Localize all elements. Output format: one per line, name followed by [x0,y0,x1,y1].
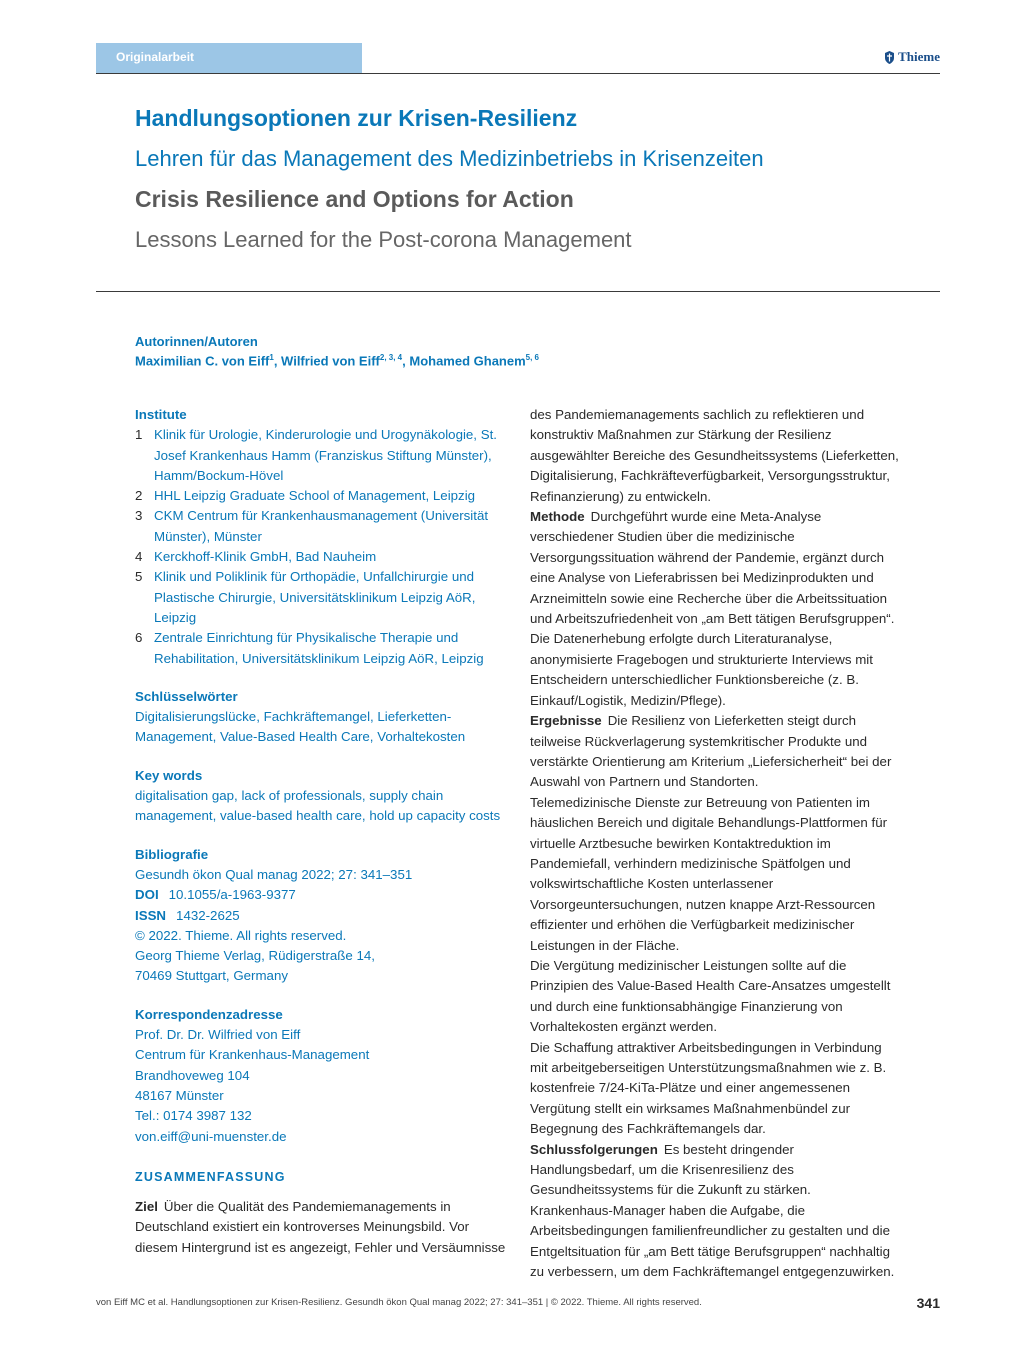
article-subtitle-en: Lessons Learned for the Post-corona Management [135,227,632,252]
bibliography-copyright: © 2022. Thieme. All rights reserved. [135,927,347,943]
section-tab: Originalarbeit [96,43,362,74]
article-title-de: Handlungsoptionen zur Krisen-Resilienz [135,105,578,131]
keywords-en-section [135,766,510,827]
summary-schlussfolgerungen [530,1140,902,1201]
correspondence-name: Prof. Dr. Dr. Wilfried von Eiff [135,1027,301,1043]
thieme-crest-icon [884,51,895,64]
correspondence-street: Brandhoveweg 104 [135,1067,250,1083]
ergebnisse-label: Ergebnisse [530,713,602,729]
institute-item [135,506,510,547]
keywords-de-heading: Schlüsselwörter [135,688,238,704]
ziel-text: Über die Qualität des Pandemiemanagements in Deutschland existiert ein kontroverses Meinungsbild. Vor diesem Hintergrund ist es angezeigt, Fehler und Versäumnisse [135,1199,506,1255]
doi-link[interactable]: 10.1055/a-1963-9377 [168,887,296,903]
summary-paragraph: Die Schaffung attraktiver Arbeitsbedingungen in Verbindung mit arbeitgeberseitigen Unterstützungsmaßnahmen wie z. B. kostenfreie 7/24-KiTa-Plätze und einer angemessenen Vergütung stellt ein wirksames Maßnahmenbündel zur Begegnung des Fachkräftemangels dar. [530,1039,887,1137]
author-name: Wilfried von Eiff [281,353,380,369]
author-name: Mohamed Ghanem [409,353,526,369]
footer-citation: von Eiff MC et al. Handlungsoptionen zur Krisen-Resilienz. Gesundh ökon Qual manag 2022; 27: 341–351 | © 2022. Thieme. All rights reserved. [96,1297,702,1308]
author-name: Maximilian C. von Eiff [135,353,270,369]
summary-heading: ZUSAMMENFASSUNG [135,1169,286,1184]
correspondence-heading: Korrespondenzadresse [135,1006,283,1022]
methode-label: Methode [530,509,585,525]
institute-text: Klinik und Poliklinik für Orthopädie, Unfallchirurgie und Plastische Chirurgie, Universitätsklinikum Leipzig AöR, Leipzig [154,569,476,625]
schluss-label: Schlussfolgerungen [530,1141,658,1157]
summary-paragraph: Krankenhaus-Manager haben die Aufgabe, die Arbeitsbedingungen familienfreundlicher zu gestalten und die Entgeltsituation für „am Bett tätige Berufsgruppen“ nachhaltig zu verbessern, um dem Fachkräftemangel entgegenzuwirken. [530,1202,895,1280]
issn-value: 1432-2625 [176,907,240,923]
correspondence-city: 48167 Münster [135,1087,224,1103]
institutes-heading: Institute [135,407,187,422]
bibliography-journal: Gesundh ökon Qual manag 2022; 27: 341–351 [135,866,413,882]
bibliography-heading: Bibliografie [135,846,209,862]
author-list: Maximilian C. von Eiff$^1$, Wilfried von Eiff$^{2, 3, 4}$, Mohamed Ghanem$^{5, 6}$ [135,353,539,369]
header-divider [96,73,940,74]
summary-ziel [135,1197,510,1258]
institute-number: 3 [135,508,143,524]
keywords-en-text: digitalisation gap, lack of professionals, supply chain management, value-based health care, hold up capacity costs [135,788,501,824]
left-column [135,405,510,1258]
author-affiliation: 2, 3, 4 [379,353,403,362]
institute-text: Zentrale Einrichtung für Physikalische Therapie und Rehabilitation, Universitätsklinikum Leipzig AöR, Leipzig [154,630,484,666]
correspondence-org: Centrum für Krankenhaus-Management [135,1047,370,1063]
ergebnisse-text: Die Resilienz von Lieferketten steigt durch teilweise Rückverlagerung systemkritischer Produkte und verstärkte Orientierung am Kriterium „Liefersicherheit“ bei der Auswahl von Partnern und Standorten. [530,713,892,790]
keywords-en-heading: Key words [135,767,203,783]
bibliography-doi [135,885,510,905]
author-affiliation: 5, 6 [525,353,539,362]
institute-number: 1 [135,427,143,443]
methode-text: Durchgeführt wurde eine Meta-Analyse verschiedener Studien über die medizinische Versorgungssituation während der Pandemie, ergänzt durch eine Analyse von Lieferabrissen bei Medizinprodukten und Arzneimitteln sowie eine Recherche über die Arbeitssituation und Arbeitszufriedenheit von „am Bett tätigen Berufsgruppen“. Die Datenerhebung erfolgte durch Literaturanalyse, anonymisierte Fragebogen und strukturierte Interviews mit Entscheidern unterschiedlicher Funktionsbereiche (z. B. Einkauf/Logistik, Medizin/Pflege). [530,509,895,708]
right-column [530,405,902,1282]
issn-label: ISSN [135,907,167,923]
summary-paragraph: Telemedizinische Dienste zur Betreuung von Patienten im häuslichen Bereich und digitale Behandlungs-Plattformen für virtuelle Arztbesuche bewirken Kontaktreduktion im Pandemiefall, verhindern medizinische Spätfolgen und volkswirtschaftliche Kosten unterlassener Vorsorgeuntersuchungen, nutzen knappe Arzt-Ressourcen effizienter und erhöhen die Verfügbarkeit medizinischer Leistungen in der Fläche. [530,794,888,953]
institute-text: Kerckhoff-Klinik GmbH, Bad Nauheim [154,549,377,565]
title-divider [96,291,940,292]
institute-number: 6 [135,630,143,646]
institute-item [135,486,510,506]
bibliography-publisher: Georg Thieme Verlag, Rüdigerstraße 14, [135,948,375,964]
institute-number: 5 [135,569,143,585]
article-subtitle-de: Lehren für das Management des Medizinbetriebs in Krisenzeiten [135,146,764,171]
institute-text: HHL Leipzig Graduate School of Management, Leipzig [154,488,476,504]
ziel-text-continued: des Pandemiemanagements sachlich zu reflektieren und konstruktiv Maßnahmen zur Stärkung der Resilienz ausgewählter Bereiche des Gesundheitssystems (Lieferketten, Digitalisierung, Fachkräfteverfügbarkeit, Versorgungsstruktur, Refinanzierung) zu entwickeln. [530,407,899,504]
schluss-text: Es besteht dringender Handlungsbedarf, um die Krisenresilienz des Gesundheitssystems für die Zukunft zu stärken. [530,1141,811,1198]
institute-item [135,628,510,669]
summary-paragraph: Die Vergütung medizinischer Leistungen sollte auf die Prinzipien des Value-Based Health Care-Ansatzes umgestellt und durch eine funktionsabhängige Finanzierung von Vorhaltekosten ergänzt werden. [530,957,891,1035]
ziel-label: Ziel [135,1199,158,1215]
keywords-de-text: Digitalisierungslücke, Fachkräftemangel, Lieferketten-Management, Value-Based Health Care, Vorhaltekosten [135,709,466,745]
summary-ergebnisse [530,711,902,793]
logo-text: Thieme [898,49,940,64]
keywords-de-section [135,687,510,748]
doi-label: DOI [135,887,159,903]
bibliography-section [135,845,510,987]
institute-item [135,567,510,628]
institute-text: Klinik für Urologie, Kinderurologie und Urogynäkologie, St. Josef Krankenhaus Hamm (Franziskus Stiftung Münster), Hamm/Bockum-Hövel [154,427,497,483]
institute-text: CKM Centrum für Krankenhausmanagement (Universität Münster), Münster [154,508,489,544]
author-affiliation: 1 [269,353,274,362]
institutes-section [135,405,510,669]
bibliography-issn [135,906,510,926]
institute-number: 4 [135,549,143,565]
institute-item [135,547,510,567]
correspondence-email[interactable]: von.eiff@uni-muenster.de [135,1128,287,1144]
correspondence-section [135,1005,510,1147]
summary-methode [530,507,902,711]
institute-number: 2 [135,488,143,504]
institute-item [135,425,510,486]
bibliography-city: 70469 Stuttgart, Germany [135,968,288,984]
publisher-logo [884,49,940,65]
correspondence-phone: Tel.: 0174 3987 132 [135,1108,252,1124]
article-title-en: Crisis Resilience and Options for Action [135,186,574,212]
page-number: 341 [916,1295,940,1311]
authors-heading: Autorinnen/Autoren [135,334,258,349]
